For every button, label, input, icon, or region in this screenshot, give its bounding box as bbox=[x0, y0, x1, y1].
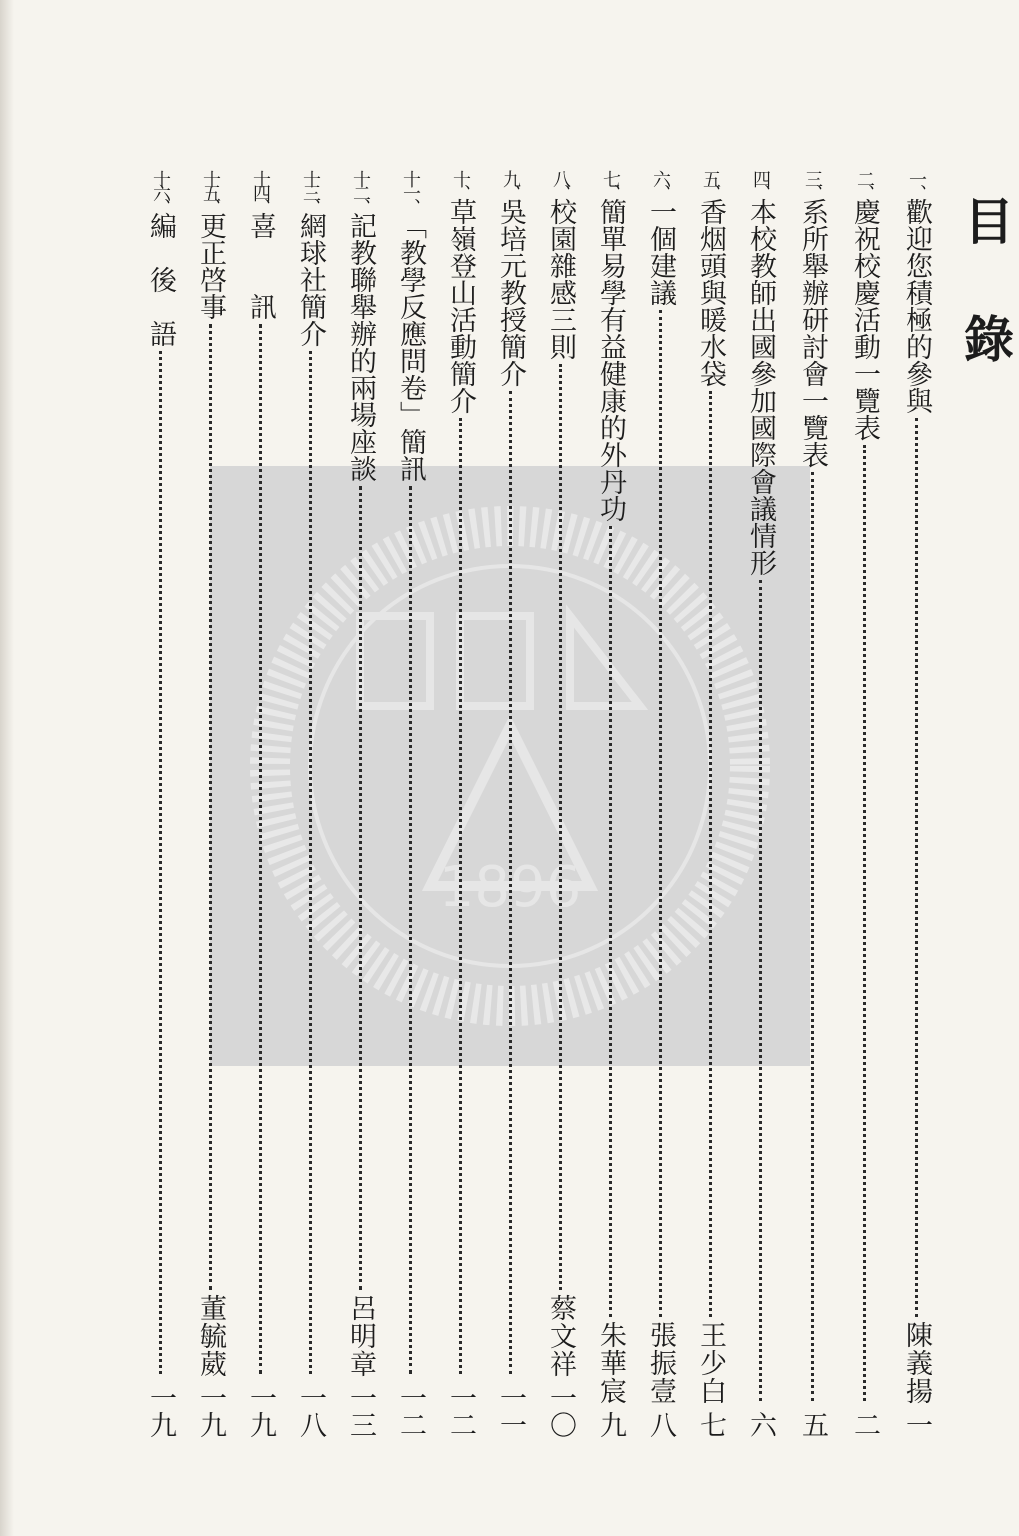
toc-entry[interactable] bbox=[290, 170, 330, 1438]
entry-title: 「教學反應問卷」簡訊 bbox=[395, 212, 426, 482]
toc-entry[interactable] bbox=[640, 170, 680, 1438]
entry-title: 編 後 語 bbox=[145, 212, 176, 347]
toc-entry[interactable] bbox=[540, 170, 580, 1438]
leader-dots bbox=[459, 418, 462, 1374]
entry-page: 一三 bbox=[345, 1384, 376, 1438]
watermark-year: 1896 bbox=[438, 855, 582, 920]
entry-author: 董毓葳 bbox=[195, 1294, 226, 1378]
entry-number: 十四、 bbox=[250, 170, 271, 212]
entry-author: 朱華宸 bbox=[595, 1321, 626, 1405]
entry-number: 十五、 bbox=[200, 170, 221, 212]
leader-dots bbox=[359, 486, 362, 1290]
entry-number: 七、 bbox=[600, 170, 621, 198]
entry-author: 蔡文祥 bbox=[545, 1294, 576, 1378]
entry-title: 吳培元教授簡介 bbox=[495, 198, 526, 387]
entry-title: 一個建議 bbox=[645, 198, 676, 306]
toc-entry[interactable] bbox=[440, 170, 480, 1438]
leader-dots bbox=[209, 324, 212, 1290]
entry-title: 校園雜感三則 bbox=[545, 198, 576, 360]
entry-number: 五、 bbox=[700, 170, 721, 198]
entry-number: 二、 bbox=[854, 170, 875, 198]
entry-page: 一八 bbox=[295, 1384, 326, 1438]
entry-title: 記教聯舉辦的兩場座談 bbox=[345, 212, 376, 482]
leader-dots bbox=[759, 580, 762, 1401]
leader-dots bbox=[309, 351, 312, 1374]
entry-number: 四、 bbox=[750, 170, 771, 198]
entry-title: 網球社簡介 bbox=[295, 212, 326, 347]
entry-title: 更正啓事 bbox=[195, 212, 226, 320]
entry-number: 三、 bbox=[802, 170, 823, 198]
entry-number: 十二、 bbox=[350, 170, 371, 212]
entry-page: 一一 bbox=[495, 1384, 526, 1438]
entry-page: 八 bbox=[645, 1411, 676, 1438]
entry-title: 草嶺登山活動簡介 bbox=[445, 198, 476, 414]
leader-dots bbox=[259, 324, 262, 1374]
entry-page: 六 bbox=[745, 1411, 776, 1438]
leader-dots bbox=[559, 364, 562, 1290]
entry-author: 王少白 bbox=[695, 1321, 726, 1405]
entry-page: 一九 bbox=[195, 1384, 226, 1438]
entry-number: 十六、 bbox=[150, 170, 171, 212]
entry-page: 一二 bbox=[445, 1384, 476, 1438]
entry-author: 陳義揚 bbox=[901, 1321, 932, 1405]
leader-dots bbox=[159, 351, 162, 1374]
leader-dots bbox=[915, 418, 918, 1317]
leader-dots bbox=[509, 391, 512, 1374]
toc-entry[interactable] bbox=[340, 170, 380, 1438]
entry-title: 系所舉辦研討會一覽表 bbox=[797, 198, 828, 468]
entry-page: 一二 bbox=[395, 1384, 426, 1438]
entry-number: 十三、 bbox=[300, 170, 321, 212]
toc-entry[interactable] bbox=[490, 170, 530, 1438]
entry-page: 九 bbox=[595, 1411, 626, 1438]
entry-title: 簡單易學有益健康的外丹功 bbox=[595, 198, 626, 522]
entry-author: 呂明章 bbox=[345, 1294, 376, 1378]
page-title: 目錄 bbox=[956, 195, 1015, 431]
entry-page: 五 bbox=[797, 1411, 828, 1438]
toc-entry[interactable] bbox=[844, 170, 884, 1438]
entry-title: 本校教師出國參加國際會議情形 bbox=[745, 198, 776, 576]
toc-entry[interactable] bbox=[190, 170, 230, 1438]
entry-page: 一九 bbox=[245, 1384, 276, 1438]
entry-title: 香烟頭與暖水袋 bbox=[695, 198, 726, 387]
entry-page: 二 bbox=[849, 1411, 880, 1438]
leader-dots bbox=[609, 526, 612, 1317]
toc-entry[interactable] bbox=[140, 170, 180, 1438]
leader-dots bbox=[811, 472, 814, 1401]
entry-title: 慶祝校慶活動一覽表 bbox=[849, 198, 880, 441]
entry-page: 一九 bbox=[145, 1384, 176, 1438]
entry-number: 九、 bbox=[500, 170, 521, 198]
entry-number: 六、 bbox=[650, 170, 671, 198]
leader-dots bbox=[709, 391, 712, 1317]
leader-dots bbox=[863, 445, 866, 1401]
entry-number: 一、 bbox=[906, 170, 927, 198]
entry-number: 八、 bbox=[550, 170, 571, 198]
entry-number: 十一、 bbox=[400, 170, 421, 212]
toc-entry[interactable] bbox=[792, 170, 832, 1438]
leader-dots bbox=[659, 310, 662, 1317]
toc-entry[interactable] bbox=[690, 170, 730, 1438]
entry-page: 一 bbox=[901, 1411, 932, 1438]
entry-page: 一〇 bbox=[545, 1384, 576, 1438]
entry-page: 七 bbox=[695, 1411, 726, 1438]
toc-entry[interactable] bbox=[240, 170, 280, 1438]
entry-title: 歡迎您積極的參與 bbox=[901, 198, 932, 414]
leader-dots bbox=[409, 486, 412, 1374]
page-binding-edge bbox=[0, 0, 14, 1536]
toc-entry[interactable] bbox=[590, 170, 630, 1438]
toc-entry[interactable] bbox=[896, 170, 936, 1438]
toc-entry[interactable] bbox=[740, 170, 780, 1438]
entry-title: 喜 訊 bbox=[245, 212, 276, 320]
toc-entry[interactable] bbox=[390, 170, 430, 1438]
entry-number: 十、 bbox=[450, 170, 471, 198]
entry-author: 張振壹 bbox=[645, 1321, 676, 1405]
